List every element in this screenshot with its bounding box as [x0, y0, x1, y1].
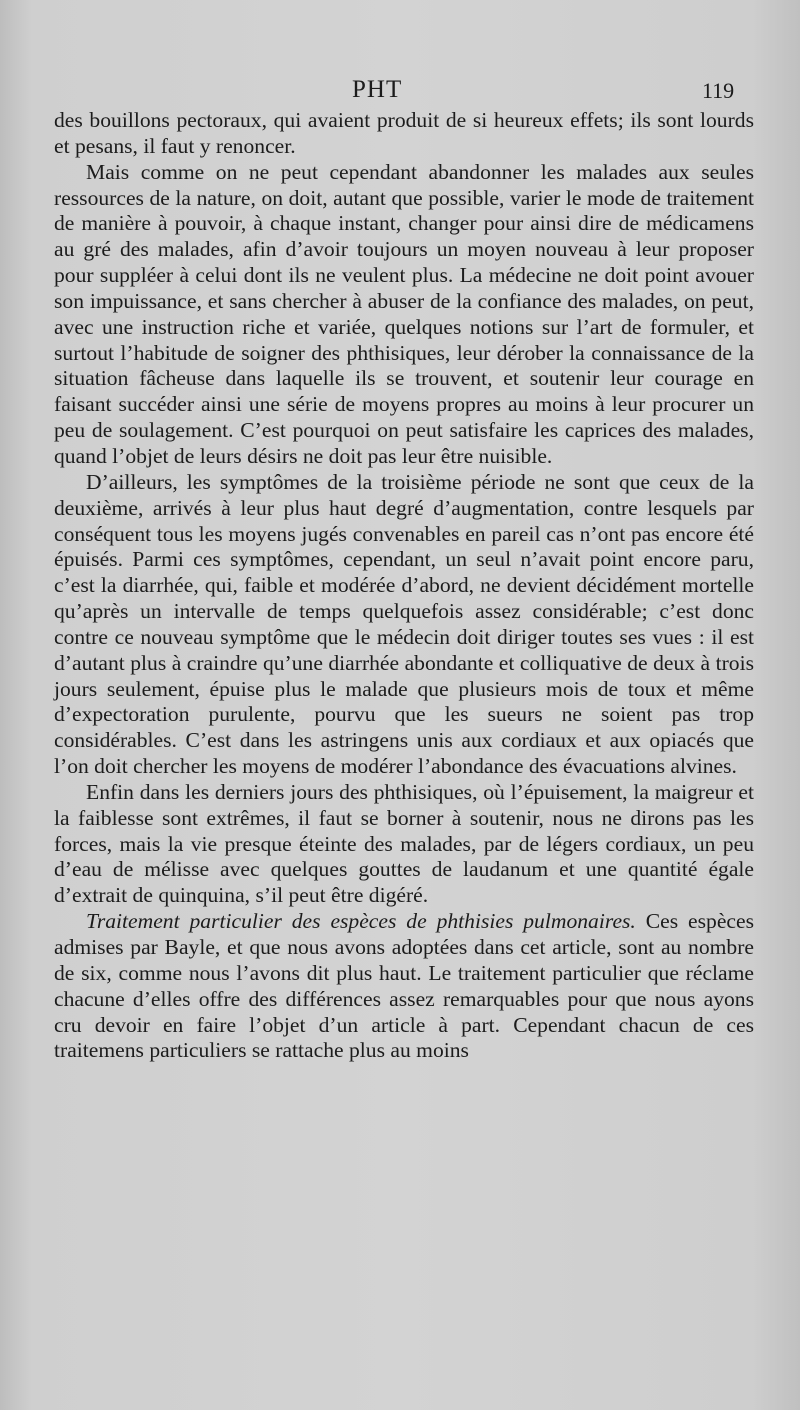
body-text: [54, 108, 754, 1064]
running-head: [0, 76, 800, 106]
paragraph-consolation: Mais comme on ne peut cependant abandonner les malades aux seules ressources de la nature, on doit, autant que possible, varier le mode de traitement de manière à pouvoir, à chaque instant, changer pour ainsi dire de médicamens au gré des malades, afin d’avoir toujours un moyen nouveau à leur proposer pour suppléer à celui dont ils ne veulent plus. La médecine ne doit point avouer son impuissance, et sans chercher à abuser de la confiance des malades, on peut, avec une instruction riche et variée, quelques notions sur l’art de formuler, et surtout l’habitude de soigner des phthisiques, leur dérober la connaissance de la situation fâcheuse dans laquelle ils se trouvent, et soutenir leur courage en faisant succéder ainsi une série de moyens propres au moins à leur procurer un peu de soulagement. C’est pourquoi on peut satisfaire les caprices des malades, quand l’objet de leurs désirs ne doit pas leur être nuisible.: [54, 159, 754, 468]
running-title: PHT: [352, 76, 403, 103]
section-text: Ces espèces admises par Bayle, et que nous avons adoptées dans cet article, sont au nombre de six, comme nous l’avons dit plus haut. Le traitement particulier que réclame chacune d’elles offre des différences assez remarquables pour que nous ayons cru devoir en faire l’objet d’un article à part. Cependant chacun de ces traitemens particuliers se rattache plus au moins: [54, 909, 754, 1063]
paragraph-particular-treatment: [54, 909, 754, 1064]
page-number: 119: [702, 78, 735, 103]
paragraph-third-period: D’ailleurs, les symptômes de la troisième période ne sont que ceux de la deuxième, arrivés à leur plus haut degré d’augmentation, contre lesquels par conséquent tous les moyens jugés convenables en pareil cas n’ont pas encore été épuisés. Parmi ces symptômes, cependant, un seul n’avait point encore paru, c’est la diarrhée, qui, faible et modérée d’abord, ne devient décidément mortelle qu’après un intervalle de temps quelquefois assez considérable; c’est donc contre ce nouveau symptôme que le médecin doit diriger toutes ses vues : il est d’autant plus à craindre qu’une diarrhée abondante et colliquative de deux à trois jours seulement, épuise plus le malade que plusieurs mois de toux et même d’expectoration purulente, pourvu que les sueurs ne soient pas trop considérables. C’est dans les astringens unis aux cordiaux et aux opiacés que l’on doit chercher les moyens de modérer l’abondance des évacuations alvines.: [54, 469, 754, 779]
paragraph-continuation: des bouillons pectoraux, qui avaient produit de si heureux effets; ils sont lourds et pesans, il faut y renoncer.: [54, 108, 754, 158]
paragraph-final-days: Enfin dans les derniers jours des phthisiques, où l’épuisement, la maigreur et la faiblesse sont extrêmes, il faut se borner à soutenir, nous ne dirons pas les forces, mais la vie presque éteinte des malades, par de légers cordiaux, un peu d’eau de mélisse avec quelques gouttes de laudanum et une quantité égale d’extrait de quinquina, s’il peut être digéré.: [54, 779, 754, 908]
section-heading: Traitement particulier des espèces de phthisies pulmonaires.: [86, 909, 636, 934]
